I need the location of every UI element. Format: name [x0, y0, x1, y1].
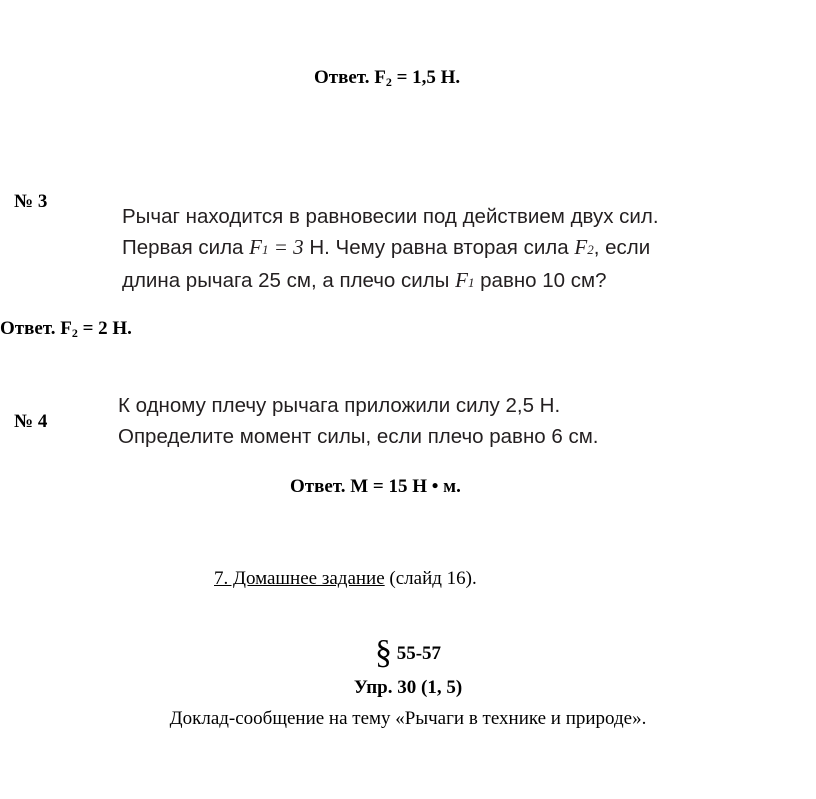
answer-3: Ответ. М = 15 Н • м. — [290, 476, 461, 497]
homework-paragraphs — [0, 634, 816, 672]
answer-2 — [0, 318, 132, 341]
problem-3-number: № 3 — [14, 191, 48, 212]
var-f1: F1 = 3 — [249, 235, 304, 259]
problem-4-text — [118, 390, 599, 452]
homework-heading-rest: (слайд 16). — [384, 568, 477, 589]
answer-1-sub: 2 — [385, 75, 392, 89]
homework-exercise: Упр. 30 (1, 5) — [353, 677, 463, 698]
problem-3-line-3-b: равно 10 см? — [474, 269, 607, 292]
problem-3-line-2-b: Н. Чему равна вторая сила — [303, 236, 575, 259]
homework-heading — [214, 568, 477, 590]
paragraph-sign: § — [374, 634, 392, 671]
var-f2: F2 — [574, 235, 594, 259]
var-f1-second: F1 — [455, 268, 475, 292]
problem-4-line-1: К одному плечу рычага приложили силу 2,5 Н. — [118, 394, 561, 417]
answer-2-prefix: Ответ. F — [0, 318, 72, 339]
answer-1-suffix: = 1,5 Н. — [391, 67, 461, 88]
problem-3-line-2 — [122, 232, 659, 265]
problem-3-line-2-c: , если — [593, 236, 651, 259]
homework-heading-link: 7. Домашнее задание — [214, 568, 385, 589]
answer-2-sub: 2 — [71, 326, 78, 340]
homework-report: Доклад-сообщение на тему «Рычаги в технике и природе». — [169, 708, 647, 729]
answer-2-suffix: = 2 Н. — [77, 318, 132, 339]
problem-3-line-3-a: длина рычага 25 см, а плечо силы — [122, 269, 456, 292]
problem-3-line-3 — [122, 265, 659, 298]
answer-1 — [314, 67, 460, 90]
paragraph-numbers: 55-57 — [391, 643, 442, 664]
problem-4-line-2: Определите момент силы, если плечо равно 6 см. — [118, 425, 599, 448]
problem-4-number: № 4 — [14, 411, 48, 432]
problem-3-line-2-a: Первая сила — [122, 236, 250, 259]
problem-3-text — [122, 201, 659, 298]
answer-1-prefix: Ответ. F — [314, 67, 386, 88]
problem-3-line-1: Рычаг находится в равновесии под действием двух сил. — [122, 205, 659, 228]
